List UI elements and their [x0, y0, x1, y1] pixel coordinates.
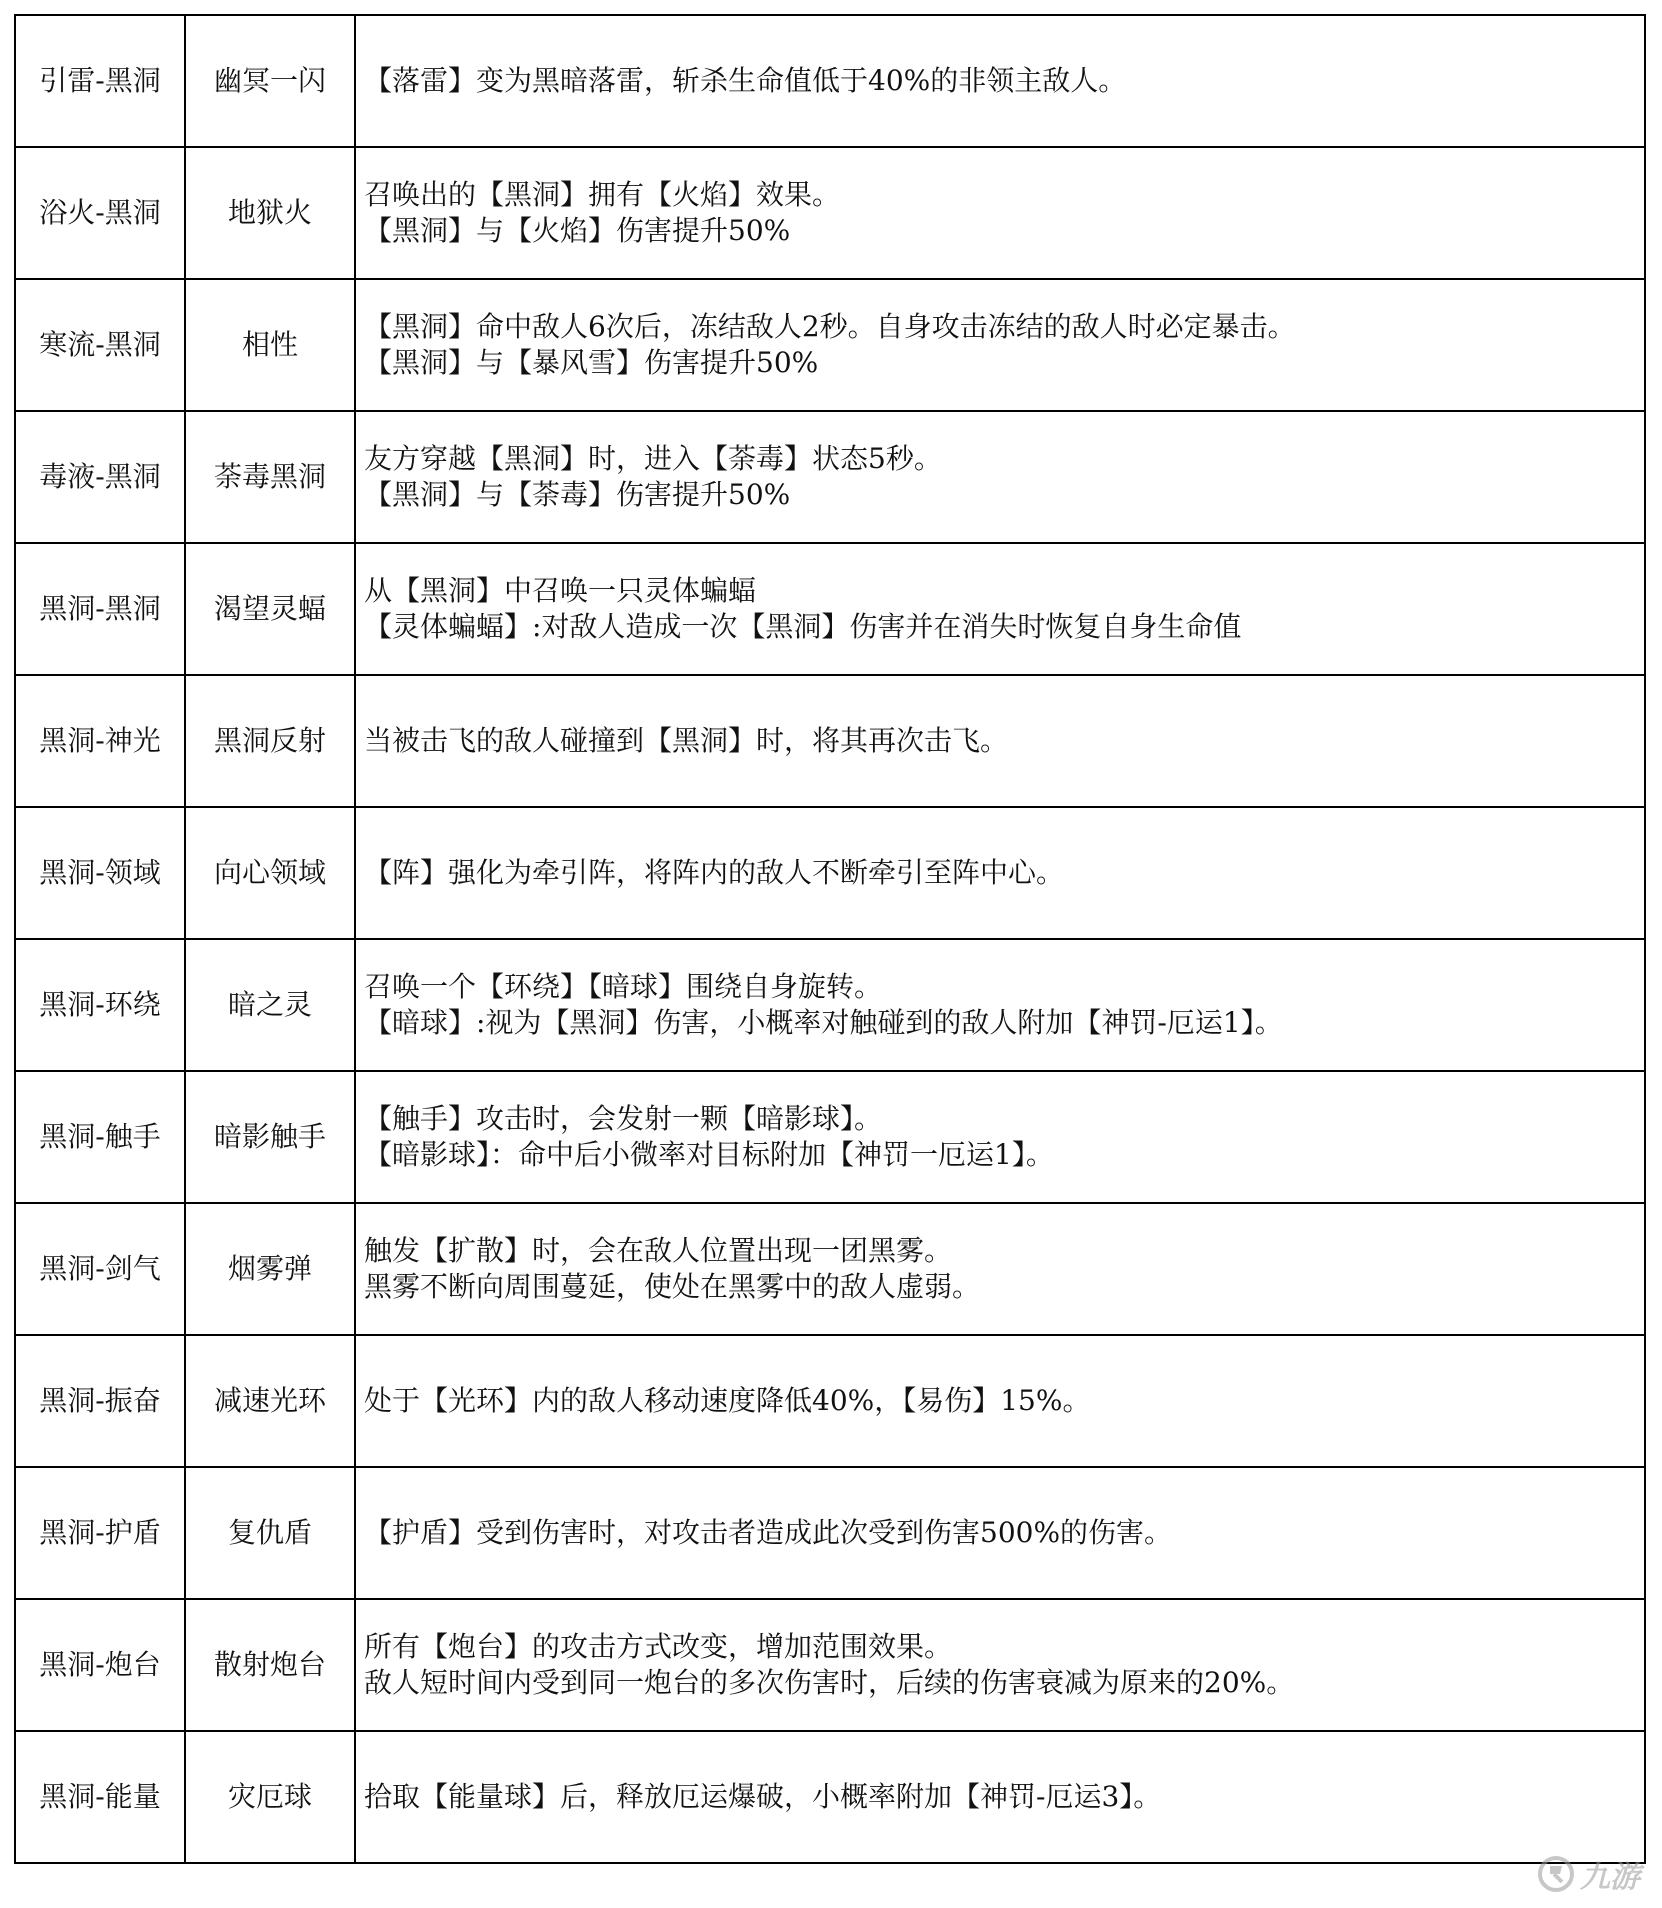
description-cell [355, 543, 1645, 675]
description-line: 拾取【能量球】后，释放厄运爆破，小概率附加【神罚-厄运3】。 [364, 1780, 1162, 1813]
combo-cell: 黑洞-领域 [15, 807, 185, 939]
combo-cell: 黑洞-黑洞 [15, 543, 185, 675]
table-row [15, 1203, 1645, 1335]
skill-combo-table [14, 14, 1646, 1864]
description-cell [355, 1599, 1645, 1731]
combo-cell: 黑洞-环绕 [15, 939, 185, 1071]
skill-name-cell: 地狱火 [185, 147, 355, 279]
table-row [15, 1071, 1645, 1203]
description-cell [355, 411, 1645, 543]
description-line: 【阵】强化为牵引阵，将阵内的敌人不断牵引至阵中心。 [364, 856, 1065, 889]
combo-cell: 黑洞-振奋 [15, 1335, 185, 1467]
description-line: 友方穿越【黑洞】时，进入【荼毒】状态5秒。 [364, 442, 942, 475]
description-cell [355, 807, 1645, 939]
description-line: 【黑洞】与【暴风雪】伤害提升50% [364, 346, 819, 379]
description-line: 召唤出的【黑洞】拥有【火焰】效果。 [364, 178, 841, 211]
table-row [15, 147, 1645, 279]
watermark [1536, 1852, 1640, 1896]
table-body [15, 15, 1645, 1863]
description-line: 处于【光环】内的敌人移动速度降低40%，【易伤】15%。 [364, 1384, 1091, 1417]
skill-name-cell: 暗之灵 [185, 939, 355, 1071]
description-cell [355, 1203, 1645, 1335]
table-row [15, 1335, 1645, 1467]
table-row [15, 1599, 1645, 1731]
description-cell [355, 1335, 1645, 1467]
combo-cell: 寒流-黑洞 [15, 279, 185, 411]
description-line: 黑雾不断向周围蔓延，使处在黑雾中的敌人虚弱。 [364, 1270, 981, 1303]
description-line: 【暗球】:视为【黑洞】伤害，小概率对触碰到的敌人附加【神罚-厄运1】。 [364, 1006, 1283, 1039]
table-row [15, 939, 1645, 1071]
description-line: 召唤一个【环绕】【暗球】围绕自身旋转。 [364, 970, 883, 1003]
combo-cell: 浴火-黑洞 [15, 147, 185, 279]
combo-cell: 黑洞-神光 [15, 675, 185, 807]
table-row [15, 1731, 1645, 1863]
combo-cell: 黑洞-剑气 [15, 1203, 185, 1335]
table-row [15, 279, 1645, 411]
skill-name-cell: 暗影触手 [185, 1071, 355, 1203]
combo-cell: 黑洞-触手 [15, 1071, 185, 1203]
skill-name-cell: 相性 [185, 279, 355, 411]
description-cell [355, 279, 1645, 411]
table-row [15, 807, 1645, 939]
description-cell [355, 147, 1645, 279]
combo-cell: 引雷-黑洞 [15, 15, 185, 147]
skill-name-cell: 灾厄球 [185, 1731, 355, 1863]
description-line: 【落雷】变为黑暗落雷，斩杀生命值低于40%的非领主敌人。 [364, 64, 1127, 97]
table-row [15, 411, 1645, 543]
nine-game-logo-icon [1536, 1854, 1576, 1894]
description-line: 【护盾】受到伤害时，对攻击者造成此次受到伤害500%的伤害。 [364, 1516, 1173, 1549]
combo-cell: 黑洞-炮台 [15, 1599, 185, 1731]
description-cell [355, 15, 1645, 147]
description-line: 【灵体蝙蝠】:对敌人造成一次【黑洞】伤害并在消失时恢复自身生命值 [364, 610, 1242, 643]
description-cell [355, 939, 1645, 1071]
table-row [15, 675, 1645, 807]
watermark-text: 九游 [1580, 1860, 1640, 1895]
skill-name-cell: 荼毒黑洞 [185, 411, 355, 543]
table-row [15, 15, 1645, 147]
description-cell [355, 1071, 1645, 1203]
description-line: 【黑洞】命中敌人6次后，冻结敌人2秒。自身攻击冻结的敌人时必定暴击。 [364, 310, 1296, 343]
skill-name-cell: 复仇盾 [185, 1467, 355, 1599]
description-line: 触发【扩散】时，会在敌人位置出现一团黑雾。 [364, 1234, 953, 1267]
description-cell [355, 1731, 1645, 1863]
description-cell [355, 1467, 1645, 1599]
skill-name-cell: 散射炮台 [185, 1599, 355, 1731]
skill-name-cell: 减速光环 [185, 1335, 355, 1467]
table-row [15, 1467, 1645, 1599]
description-line: 所有【炮台】的攻击方式改变，增加范围效果。 [364, 1630, 953, 1663]
description-line: 【黑洞】与【荼毒】伤害提升50% [364, 478, 791, 511]
table-row [15, 543, 1645, 675]
description-line: 从【黑洞】中召唤一只灵体蝙蝠 [364, 574, 757, 607]
description-line: 【触手】攻击时，会发射一颗【暗影球】。 [364, 1102, 883, 1135]
description-line: 敌人短时间内受到同一炮台的多次伤害时，后续的伤害衰减为原来的20%。 [364, 1666, 1295, 1699]
skill-name-cell: 烟雾弹 [185, 1203, 355, 1335]
skill-name-cell: 渴望灵蝠 [185, 543, 355, 675]
description-line: 当被击飞的敌人碰撞到【黑洞】时，将其再次击飞。 [364, 724, 1009, 757]
skill-name-cell: 幽冥一闪 [185, 15, 355, 147]
combo-cell: 黑洞-护盾 [15, 1467, 185, 1599]
skill-name-cell: 黑洞反射 [185, 675, 355, 807]
description-line: 【暗影球】：命中后小微率对目标附加【神罚一厄运1】。 [364, 1138, 1054, 1171]
skill-name-cell: 向心领域 [185, 807, 355, 939]
description-cell [355, 675, 1645, 807]
combo-cell: 黑洞-能量 [15, 1731, 185, 1863]
description-line: 【黑洞】与【火焰】伤害提升50% [364, 214, 791, 247]
combo-cell: 毒液-黑洞 [15, 411, 185, 543]
